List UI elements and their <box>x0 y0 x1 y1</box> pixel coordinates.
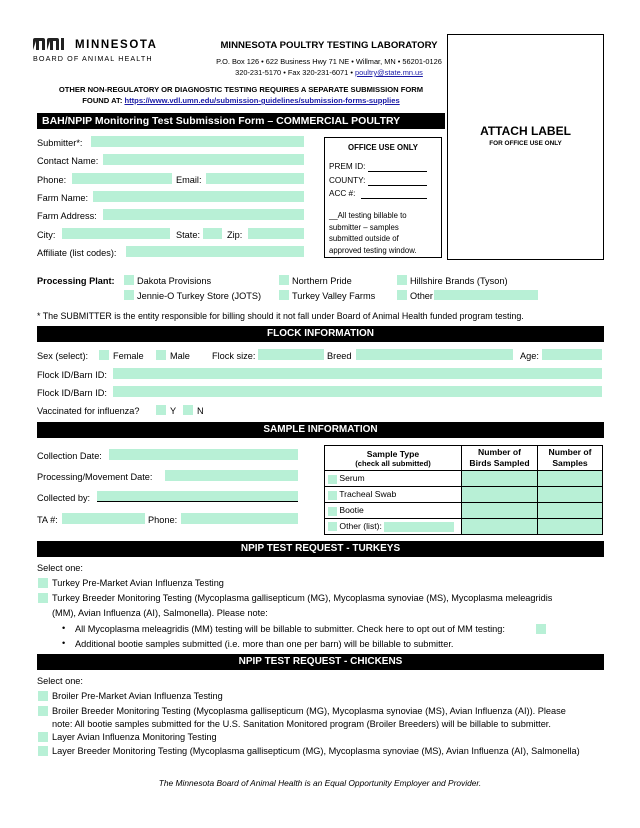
turkeys-select-label: Select one: <box>37 563 83 573</box>
samples-count-input[interactable] <box>538 519 603 535</box>
turkeys-header: NPIP TEST REQUEST - TURKEYS <box>37 541 604 557</box>
flock-size-label: Flock size: <box>212 351 256 361</box>
ta-phone-input[interactable] <box>181 513 298 524</box>
vaccinated-yes-checkbox[interactable] <box>156 405 166 415</box>
processing-plant-label: Processing Plant: <box>37 276 115 286</box>
lab-name: MINNESOTA POULTRY TESTING LABORATORY <box>220 40 438 51</box>
contact-label: Contact Name: <box>37 156 99 166</box>
vaccinated-label: Vaccinated for influenza? <box>37 406 140 416</box>
office-use-box <box>324 137 442 258</box>
male-checkbox[interactable] <box>156 350 166 360</box>
turkey-note: Additional bootie samples submitted (i.e. more than one per barn) will be billable to submitter. <box>75 639 454 649</box>
notice-found <box>37 96 445 105</box>
breed-label: Breed <box>327 351 352 361</box>
plant-option: Northern Pride <box>292 276 352 286</box>
plant-checkbox[interactable] <box>124 275 134 285</box>
sample-type-cell <box>325 471 462 487</box>
chicken-option-label: Broiler Pre-Market Avian Influenza Testing <box>52 691 223 701</box>
plant-other-input[interactable] <box>434 290 538 300</box>
attach-label-box <box>447 34 604 260</box>
table-row <box>325 487 603 503</box>
plant-option: Turkey Valley Farms <box>292 291 376 301</box>
logo <box>33 38 213 68</box>
collected-by-input[interactable] <box>97 491 298 502</box>
other-sample-input[interactable] <box>384 522 454 532</box>
chicken-option-label: Layer Breeder Monitoring Testing (Mycoplasma gallisepticum (MG), Mycoplasma synoviae (MS), Avian Influenza (AI), Salmonella) <box>52 746 580 756</box>
collection-date-input[interactable] <box>109 449 298 460</box>
phone-input[interactable] <box>72 173 172 184</box>
vaccinated-yes-label: Y <box>170 406 177 416</box>
samples-count-input[interactable] <box>538 471 603 487</box>
samples-count-input[interactable] <box>538 487 603 503</box>
sample-type-col-sub: (check all submitted) <box>355 458 431 468</box>
state-label: State: <box>176 230 201 240</box>
table-row <box>325 471 603 487</box>
turkey-option-label: Turkey Breeder Monitoring Testing (Mycoplasma gallisepticum (MG), Mycoplasma synoviae (MS), Mycoplasma meleagridis <box>52 593 553 603</box>
male-label: Male <box>170 351 190 361</box>
flock-info-header: FLOCK INFORMATION <box>37 326 604 342</box>
sample-type-name: Serum <box>339 473 365 484</box>
sample-type-checkbox[interactable] <box>328 507 337 516</box>
lab-address: P.O. Box 126 • 622 Business Hwy 71 NE • Willmar, MN • 56201-0126 <box>216 57 442 66</box>
sample-type-checkbox[interactable] <box>328 522 337 531</box>
email-label: Email: <box>176 175 202 185</box>
birds-sampled-input[interactable] <box>462 519 538 535</box>
lab-phone-fax: 320-231-5170 • Fax 320-231-6071 • <box>235 68 353 77</box>
sample-type-name: Bootie <box>339 505 364 516</box>
birds-sampled-input[interactable] <box>462 503 538 519</box>
acc-label: ACC #: <box>329 189 356 198</box>
chicken-option-checkbox[interactable] <box>38 706 48 716</box>
office-note <box>329 210 417 256</box>
billing-note: * The SUBMITTER is the entity responsible for billing should it not fall under Board of Animal Health funded program testing. <box>37 311 524 321</box>
sex-label: Sex (select): <box>37 351 89 361</box>
plant-checkbox[interactable] <box>397 290 407 300</box>
state-input[interactable] <box>203 228 222 239</box>
county-line <box>368 185 427 186</box>
sample-type-name: Other (list): <box>339 521 382 532</box>
lab-contact <box>210 68 448 77</box>
ta-label: TA #: <box>37 515 58 525</box>
vaccinated-no-checkbox[interactable] <box>183 405 193 415</box>
farm-name-input[interactable] <box>93 191 304 202</box>
bullet-icon: • <box>62 623 66 633</box>
chicken-option-label: Layer Avian Influenza Monitoring Testing <box>52 732 217 742</box>
vaccinated-no-label: N <box>197 406 204 416</box>
birds-sampled-input[interactable] <box>462 487 538 503</box>
affiliate-input[interactable] <box>126 246 304 257</box>
footer: The Minnesota Board of Animal Health is an Equal Opportunity Employer and Provider. <box>158 778 482 788</box>
sample-info-header: SAMPLE INFORMATION <box>37 422 604 438</box>
attach-label-subtitle: FOR OFFICE USE ONLY <box>489 140 562 147</box>
chicken-option-label: Broiler Breeder Monitoring Testing (Mycoplasma gallisepticum (MG), Mycoplasma synoviae (MS), Avian Influenza (AI)). Please <box>52 706 566 716</box>
form-title: BAH/NPIP Monitoring Test Submission Form – COMMERCIAL POULTRY <box>37 113 445 129</box>
processing-date-label: Processing/Movement Date: <box>37 472 153 482</box>
prem-id-label: PREM ID: <box>329 162 366 171</box>
office-note-line: submitted outside of <box>329 234 399 243</box>
sample-type-cell <box>325 487 462 503</box>
office-use-title: OFFICE USE ONLY <box>348 143 418 152</box>
contact-input[interactable] <box>103 154 304 165</box>
collection-date-label: Collection Date: <box>37 451 102 461</box>
notice-found-label: FOUND AT: <box>82 96 123 105</box>
barn-id-input[interactable] <box>113 368 602 379</box>
attach-label-title: ATTACH LABEL <box>480 124 571 138</box>
birds-sampled-input[interactable] <box>462 471 538 487</box>
barn-id-label: Flock ID/Barn ID: <box>37 388 107 398</box>
city-input[interactable] <box>62 228 170 239</box>
plant-checkbox[interactable] <box>124 290 134 300</box>
bullet-icon: • <box>62 638 66 648</box>
processing-date-input[interactable] <box>165 470 298 481</box>
sample-type-name: Tracheal Swab <box>339 489 397 500</box>
sample-type-cell <box>325 503 462 519</box>
barn-id-label: Flock ID/Barn ID: <box>37 370 107 380</box>
logo-subtitle: BOARD OF ANIMAL HEALTH <box>33 54 153 63</box>
sample-type-header <box>325 446 462 471</box>
sample-type-checkbox[interactable] <box>328 491 337 500</box>
sample-type-cell <box>325 519 462 535</box>
plant-checkbox[interactable] <box>279 275 289 285</box>
mm-opt-out-checkbox[interactable] <box>536 624 546 634</box>
age-input[interactable] <box>542 349 602 360</box>
acc-line <box>361 198 427 199</box>
office-note-line: approved testing window. <box>329 245 417 255</box>
birds-sampled-header: Number of Birds Sampled <box>462 446 538 471</box>
plant-option: Hillshire Brands (Tyson) <box>410 276 508 286</box>
zip-label: Zip: <box>227 230 243 240</box>
plant-checkbox[interactable] <box>397 275 407 285</box>
office-note-line: submitter – samples <box>329 222 399 232</box>
barn-id-input[interactable] <box>113 386 602 397</box>
city-label: City: <box>37 230 56 240</box>
samples-count-input[interactable] <box>538 503 603 519</box>
chicken-option-checkbox[interactable] <box>38 691 48 701</box>
chicken-option-checkbox[interactable] <box>38 746 48 756</box>
sample-type-table <box>324 445 603 535</box>
flock-size-input[interactable] <box>258 349 324 360</box>
breed-input[interactable] <box>356 349 513 360</box>
ta-input[interactable] <box>62 513 145 524</box>
affiliate-label: Affiliate (list codes): <box>37 248 117 258</box>
plant-option: Other <box>410 291 433 301</box>
turkey-option-label: Turkey Pre-Market Avian Influenza Testing <box>52 578 224 588</box>
county-label: COUNTY: <box>329 176 366 185</box>
turkey-note: All Mycoplasma meleagridis (MM) testing will be billable to submitter. Check here to opt out of MM testing: <box>75 624 505 634</box>
farm-address-label: Farm Address: <box>37 211 97 221</box>
ta-phone-label: Phone: <box>148 515 178 525</box>
table-row <box>325 519 603 535</box>
female-checkbox[interactable] <box>99 350 109 360</box>
chickens-header: NPIP TEST REQUEST - CHICKENS <box>37 654 604 670</box>
turkey-option-label-cont: (MM), Avian Influenza (AI), Salmonella). Please note: <box>52 608 268 618</box>
plant-option: Dakota Provisions <box>137 276 212 286</box>
plant-option: Jennie-O Turkey Store (JOTS) <box>137 291 262 301</box>
sample-type-col: Sample Type <box>366 448 420 459</box>
notice-line: OTHER NON-REGULATORY OR DIAGNOSTIC TESTING REQUIRES A SEPARATE SUBMISSION FORM <box>58 85 424 94</box>
logo-name: MINNESOTA <box>75 39 158 51</box>
email-input[interactable] <box>206 173 304 184</box>
plant-checkbox[interactable] <box>279 290 289 300</box>
chicken-option-checkbox[interactable] <box>38 732 48 742</box>
table-row <box>325 503 603 519</box>
lab-email-link[interactable]: poultry@state.mn.us <box>354 68 423 77</box>
chickens-select-label: Select one: <box>37 676 83 686</box>
forms-link[interactable]: https://www.vdl.umn.edu/submission-guidelines/submission-forms-supplies <box>124 96 400 105</box>
farm-name-label: Farm Name: <box>37 193 89 203</box>
chicken-option-label-cont: note: All bootie samples submitted for the U.S. Sanitation Monitored program (Broiler Breeders) will be billable to submitter. <box>52 719 551 729</box>
samples-count-header: Number of Samples <box>538 446 603 471</box>
mn-logo-icon <box>33 38 71 50</box>
farm-address-input[interactable] <box>103 209 304 220</box>
office-note-line: __All testing billable to <box>329 211 407 220</box>
zip-input[interactable] <box>248 228 304 239</box>
turkey-option-checkbox[interactable] <box>38 578 48 588</box>
age-label: Age: <box>520 351 539 361</box>
sample-type-checkbox[interactable] <box>328 475 337 484</box>
collected-by-label: Collected by: <box>37 493 91 503</box>
turkey-option-checkbox[interactable] <box>38 593 48 603</box>
submitter-label: Submitter*: <box>37 138 83 148</box>
phone-label: Phone: <box>37 175 67 185</box>
prem-id-line <box>368 171 427 172</box>
female-label: Female <box>113 351 144 361</box>
submitter-input[interactable] <box>91 136 304 147</box>
